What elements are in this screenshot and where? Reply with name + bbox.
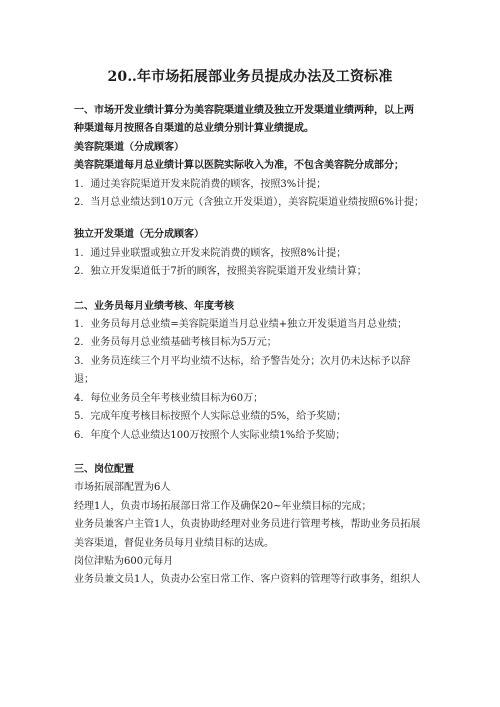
independent-item-2: 2．独立开发渠道低于7折的顾客，按照美容院渠道开发业绩计算； bbox=[74, 266, 367, 278]
assessment-item-2: 2．业务员每月总业绩基础考核目标为5万元； bbox=[74, 337, 277, 349]
staffing-line-1: 市场拓展部配置为6人 bbox=[74, 482, 171, 494]
assessment-item-4: 4．每位业务员全年考核业绩目标为60万； bbox=[74, 392, 264, 404]
assessment-item-5: 5．完成年度考核目标按照个人实际总业绩的5%，给予奖励； bbox=[74, 411, 347, 423]
independent-channel-title: 独立开发渠道（无分成顾客） bbox=[74, 229, 204, 241]
beauty-salon-item-2: 2．当月总业绩达到10万元（含独立开发渠道），美容院渠道业绩按照6%计提； bbox=[74, 197, 424, 209]
beauty-salon-channel-title: 美容院渠道（分成顾客） bbox=[74, 141, 184, 153]
assessment-item-6: 6．年度个人总业绩达100万按照个人实际业绩1%给予奖励； bbox=[74, 429, 346, 441]
section1-heading-line1: 一、市场开发业绩计算分为美容院渠道业绩及独立开发渠道业绩两种，以上两 bbox=[74, 105, 414, 116]
document-title: 20‥年市场拓展部业务员提成办法及工资标准 bbox=[107, 69, 393, 85]
beauty-salon-item-1: 1．通过美容院渠道开发来院消费的顾客，按照3%计提； bbox=[74, 178, 327, 190]
assessment-item-1: 1．业务员每月总业绩=美容院渠道当月总业绩+独立开发渠道当月总业绩； bbox=[74, 319, 408, 331]
section2-heading: 二、业务员每月业绩考核、年度考核 bbox=[74, 300, 234, 312]
staffing-line-2: 经理1人，负责市场拓展部日常工作及确保20~年业绩目标的完成； bbox=[74, 500, 372, 512]
document-body bbox=[74, 102, 440, 590]
assessment-item-3: 3．业务员连续三个月平均业绩不达标，给予警告处分；次月仍未达标予以辞 bbox=[74, 355, 411, 367]
staffing-line-4: 美容渠道，督促业务员每月业绩目标的达成。 bbox=[74, 537, 274, 549]
section1-heading-line2: 种渠道每月按照各自渠道的总业绩分别计算业绩提成。 bbox=[74, 123, 314, 135]
staffing-line-3: 业务员兼客户主管1人，负责协助经理对业务员进行管理考核，帮助业务员拓展 bbox=[74, 519, 421, 531]
staffing-line-6: 业务员兼文员1人，负责办公室日常工作、客户资料的管理等行政事务，组织人 bbox=[74, 574, 421, 586]
beauty-salon-channel-note: 美容院渠道每月总业绩计算以医院实际收入为准，不包含美容院分成部分； bbox=[74, 160, 404, 172]
assessment-item-3-cont: 退； bbox=[74, 374, 94, 386]
section3-heading: 三、岗位配置 bbox=[74, 463, 134, 475]
independent-item-1: 1．通过异业联盟或独立开发来院消费的顾客，按照8%计提； bbox=[74, 247, 347, 259]
staffing-line-5: 岗位津贴为600元每月 bbox=[74, 555, 174, 567]
